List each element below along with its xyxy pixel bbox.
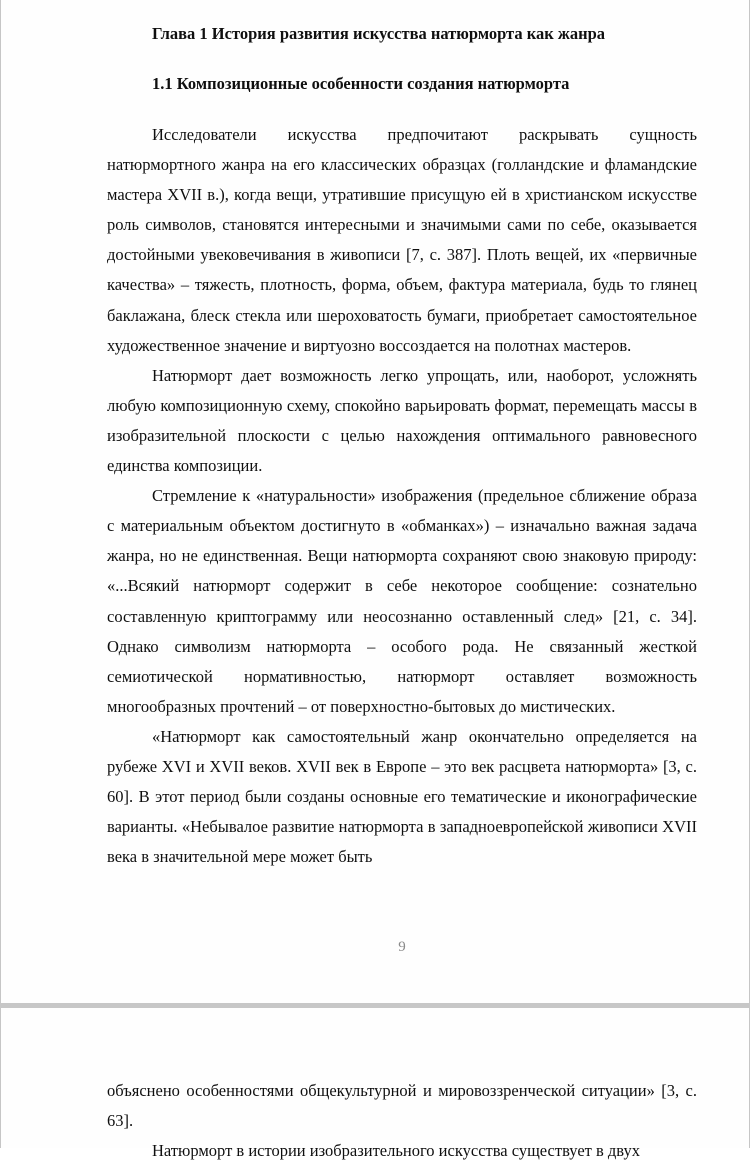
chapter-heading: Глава 1 История развития искусства натюрморта как жанра	[152, 24, 606, 43]
body-paragraph-1: Исследователи искусства предпочитают раскрывать сущность натюрмортного жанра на его классических образцах (голландские и фламандские мастера XVII в.), когда вещи, утратившие присущую ей в христианском искусстве роль символов, становятся интересными и значимыми сами по себе, оказывается достойными увековечивания в живописи [7, с. 387]. Плоть вещей, их «первичные качества» – тяжесть, плотность, форма, объем, фактура материала, будь то глянец баклажана, блеск стекла или шероховатость бумаги, приобретает самостоятельное художественное значение и виртуозно воссоздается на полотнах мастеров.	[107, 125, 697, 355]
document-page-2	[0, 1008, 750, 1161]
body-paragraph-3: Стремление к «натуральности» изображения (предельное сближение образа с материальным объектом достигнуто в «обманках») – изначально важная задача жанра, но не единственная. Вещи натюрморта сохраняют свою знаковую природу: «...Всякий натюрморт содержит в себе некоторое сообщение: сознательно составленную криптограмму или неосознанно оставленный след» [21, с. 34]. Однако символизм натюрморта – особого рода. Не связанный жесткой семиотической нормативностью, натюрморт оставляет возможность многообразных прочтений – от поверхностно-бытовых до мистических.	[107, 486, 697, 716]
paragraph-continuation: объяснено особенностями общекультурной и мировоззренческой ситуации» [3, с. 63].	[107, 1081, 697, 1131]
body-paragraph-4: «Натюрморт как самостоятельный жанр окончательно определяется на рубеже XVI и XVII веков. XVII век в Европе – это век расцвета натюрморта» [3, с. 60]. В этот период были созданы основные его тематические и иконографические варианты. «Небывалое развитие натюрморта в западноевропейской живописи XVII века в значительной мере может быть	[107, 726, 697, 867]
body-paragraph-next: Натюрморт в истории изобразительного искусства существует в двух	[152, 1141, 641, 1161]
page-number: 9	[398, 939, 406, 955]
section-heading: 1.1 Композиционные особенности создания натюрморта	[152, 74, 570, 93]
body-paragraph-2: Натюрморт дает возможность легко упрощать, или, наоборот, усложнять любую композиционную схему, спокойно варьировать формат, перемещать массы в изобразительной плоскости с целью нахождения оптимального равновесного единства композиции.	[107, 365, 697, 476]
